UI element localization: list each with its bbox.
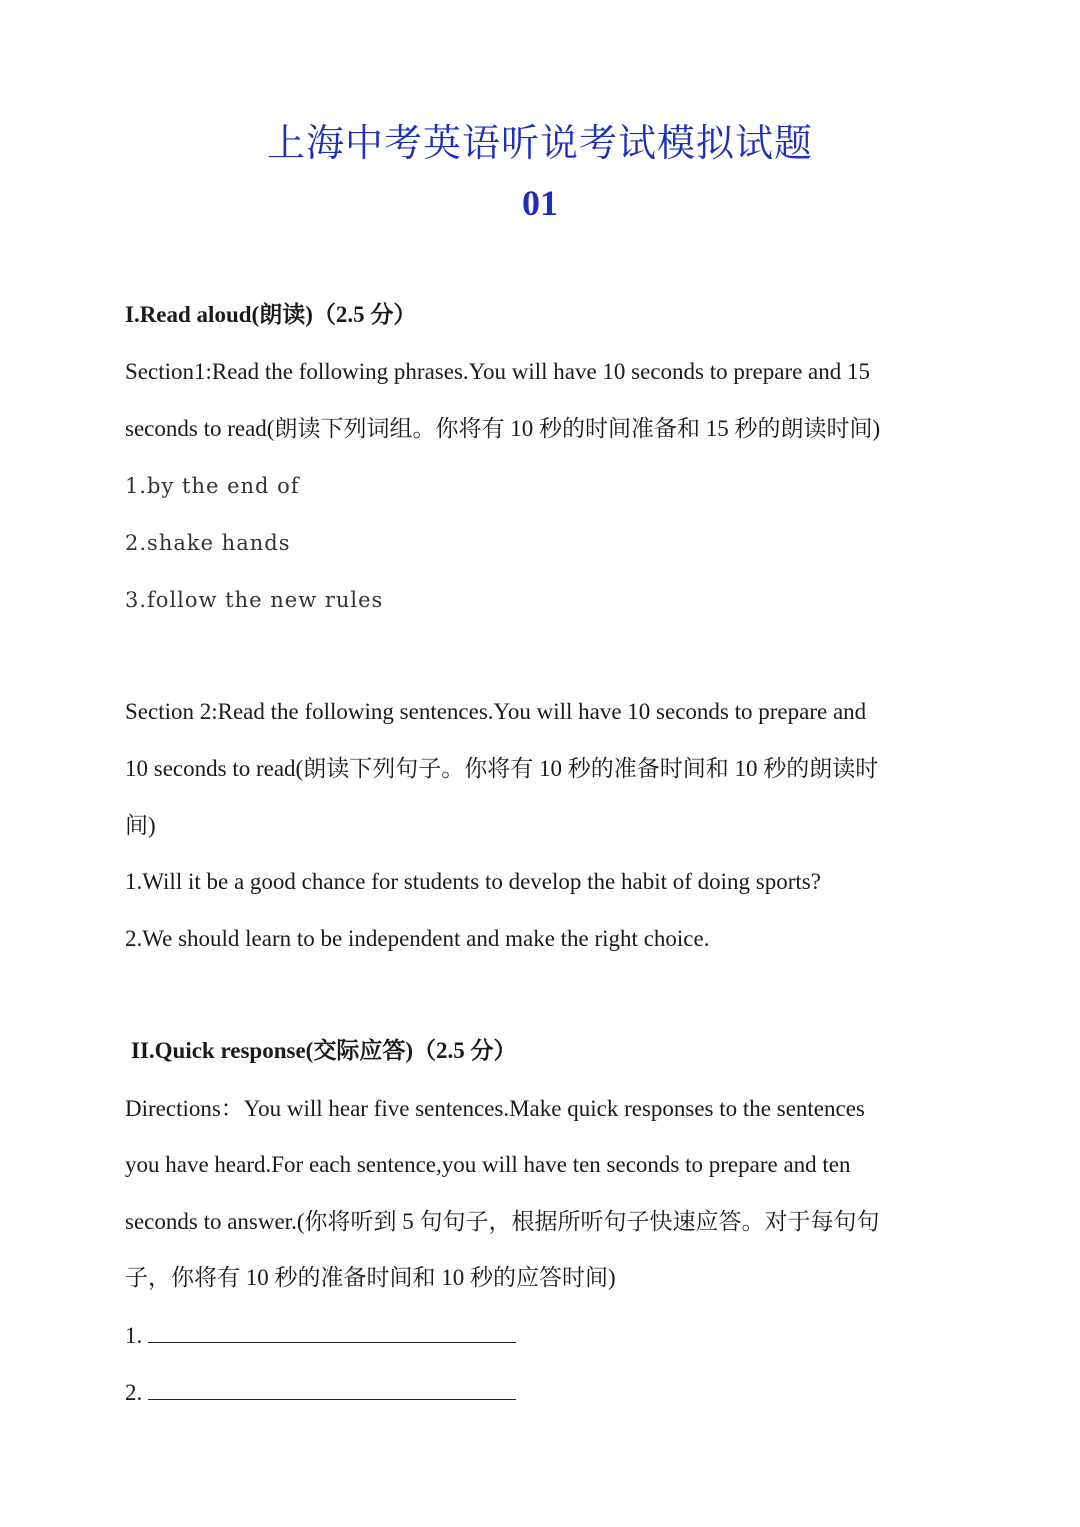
section2-instructions-line1: Section 2:Read the following sentences.You will have 10 seconds to prepare and — [125, 699, 867, 724]
directions-line3: seconds to answer.(你将听到 5 句句子，根据所听句子快速应答。对于每句句 — [125, 1209, 880, 1234]
phrase-item: 2.shake hands — [125, 531, 291, 555]
answer-number: 1. — [125, 1323, 143, 1348]
section1-instructions-line2: seconds to read(朗读下列词组。你将有 10 秒的时间准备和 15 秒的朗读时间) — [125, 416, 881, 441]
answer-row — [125, 1377, 516, 1408]
answer-number: 2. — [125, 1380, 143, 1405]
sentence-item: 2.We should learn to be independent and make the right choice. — [125, 926, 710, 951]
answer-blank[interactable] — [148, 1320, 516, 1343]
directions-line2: you have heard.For each sentence,you will have ten seconds to prepare and ten — [125, 1152, 851, 1177]
exam-title: 上海中考英语听说考试模拟试题 — [266, 121, 813, 165]
part1-heading: I.Read aloud(朗读)（2.5 分） — [125, 302, 417, 327]
part2-heading: II.Quick response(交际应答)（2.5 分） — [131, 1038, 517, 1063]
section2-instructions-line3: 间) — [125, 813, 156, 838]
section1-instructions-line1: Section1:Read the following phrases.You will have 10 seconds to prepare and 15 — [125, 359, 871, 384]
phrase-item: 3.follow the new rules — [125, 588, 384, 612]
sentence-item: 1.Will it be a good chance for students to develop the habit of doing sports? — [125, 869, 821, 894]
directions-line1: Directions：You will hear five sentences.Make quick responses to the sentences — [125, 1096, 865, 1121]
phrase-item: 1.by the end of — [125, 474, 300, 498]
directions-line4: 子，你将有 10 秒的准备时间和 10 秒的应答时间) — [125, 1265, 616, 1290]
section2-instructions-line2: 10 seconds to read(朗读下列句子。你将有 10 秒的准备时间和 10 秒的朗读时 — [125, 756, 879, 781]
answer-blank[interactable] — [148, 1377, 516, 1400]
answer-row — [125, 1320, 516, 1351]
exam-number: 01 — [522, 183, 558, 223]
